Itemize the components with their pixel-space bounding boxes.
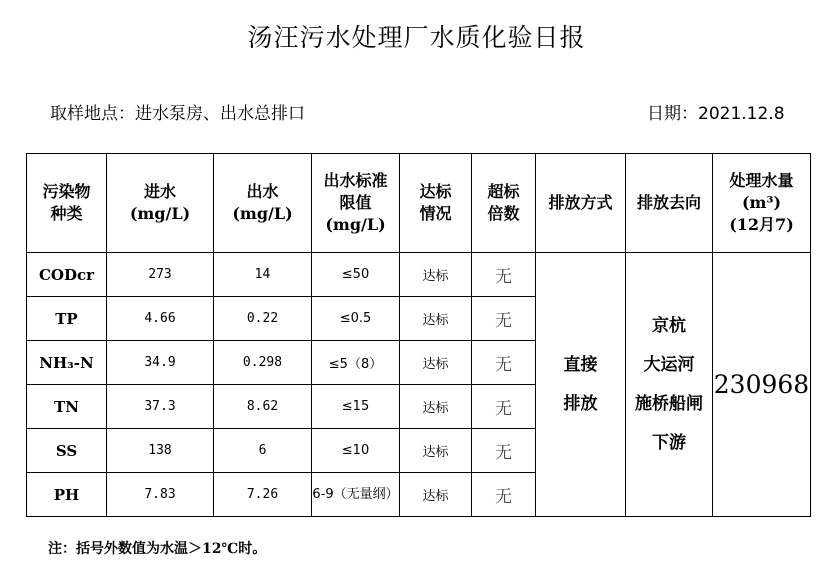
- cell-compliance: 达标: [400, 297, 472, 341]
- header-effluent-line1: 出水: [246, 182, 279, 201]
- cell-pollutant: TN: [27, 385, 107, 429]
- cell-limit: ≤15: [312, 385, 400, 429]
- cell-effluent: 14: [214, 253, 312, 297]
- cell-compliance: 达标: [400, 341, 472, 385]
- cell-effluent: 7.26: [214, 473, 312, 517]
- header-limit-unit: (mg/L): [325, 215, 386, 234]
- header-influent-unit: (mg/L): [129, 204, 191, 223]
- cell-influent: 37.3: [107, 385, 214, 429]
- cell-influent: 138: [107, 429, 214, 473]
- header-pollutant-line1: 污染物: [42, 182, 91, 201]
- header-discharge-destination: 排放去向: [626, 154, 713, 253]
- header-discharge-method: 排放方式: [536, 154, 626, 253]
- cell-exceed: 无: [472, 385, 536, 429]
- cell-pollutant: NH₃-N: [27, 341, 107, 385]
- cell-compliance: 达标: [400, 429, 472, 473]
- cell-discharge-method: [536, 253, 626, 517]
- table-header-row: [27, 154, 811, 253]
- header-exceed-line2: 倍数: [487, 204, 520, 223]
- cell-exceed: 无: [472, 341, 536, 385]
- discharge-method-line2: 排放: [563, 393, 598, 414]
- header-pollutant-line2: 种类: [50, 204, 83, 223]
- cell-exceed: 无: [472, 429, 536, 473]
- destination-line3: 施桥船闸: [635, 393, 703, 414]
- cell-influent: 273: [107, 253, 214, 297]
- header-exceed: [472, 154, 536, 253]
- header-influent: [107, 154, 214, 253]
- report-title: 汤汪污水处理厂水质化验日报: [247, 23, 586, 52]
- cell-effluent: 8.62: [214, 385, 312, 429]
- cell-exceed: 无: [472, 473, 536, 517]
- cell-limit: ≤10: [312, 429, 400, 473]
- destination-line2: 大运河: [643, 354, 695, 375]
- sampling-location: 取样地点：进水泵房、出水总排口: [50, 104, 305, 124]
- water-quality-table: [26, 153, 811, 517]
- cell-limit: 6-9（无量纲）: [312, 473, 400, 517]
- cell-effluent: 0.298: [214, 341, 312, 385]
- cell-effluent: 0.22: [214, 297, 312, 341]
- cell-volume: 230968: [713, 253, 811, 517]
- header-volume: [713, 154, 811, 253]
- header-compliance-line1: 达标: [419, 182, 452, 201]
- destination-line4: 下游: [652, 432, 686, 453]
- header-limit-line1: 出水标准: [323, 171, 388, 190]
- cell-influent: 34.9: [107, 341, 214, 385]
- header-effluent-unit: (mg/L): [232, 204, 293, 223]
- header-effluent: [214, 154, 312, 253]
- cell-exceed: 无: [472, 253, 536, 297]
- header-compliance-line2: 情况: [419, 204, 452, 223]
- discharge-method-line1: 直接: [563, 354, 598, 375]
- cell-pollutant: SS: [27, 429, 107, 473]
- header-limit-line2: 限值: [339, 193, 372, 212]
- header-influent-line1: 进水: [143, 182, 176, 201]
- cell-limit: ≤50: [312, 253, 400, 297]
- cell-influent: 7.83: [107, 473, 214, 517]
- header-exceed-line1: 超标: [487, 182, 520, 201]
- destination-line1: 京杭: [652, 315, 686, 336]
- cell-pollutant: CODcr: [27, 253, 107, 297]
- report-date: 日期：2021.12.8: [647, 104, 785, 124]
- header-volume-line1: 处理水量: [729, 171, 794, 190]
- cell-influent: 4.66: [107, 297, 214, 341]
- table-row: [27, 253, 811, 297]
- cell-compliance: 达标: [400, 385, 472, 429]
- header-pollutant: [27, 154, 107, 253]
- cell-limit: ≤5（8）: [312, 341, 400, 385]
- footnote: 注：括号外数值为水温＞12℃时。: [48, 541, 267, 557]
- cell-pollutant: TP: [27, 297, 107, 341]
- cell-discharge-destination: [626, 253, 713, 517]
- header-volume-date: (12月7): [729, 215, 794, 234]
- cell-pollutant: PH: [27, 473, 107, 517]
- header-compliance: [400, 154, 472, 253]
- header-volume-unit: (m³): [741, 193, 782, 212]
- cell-effluent: 6: [214, 429, 312, 473]
- cell-limit: ≤0.5: [312, 297, 400, 341]
- cell-compliance: 达标: [400, 253, 472, 297]
- header-limit: [312, 154, 400, 253]
- cell-compliance: 达标: [400, 473, 472, 517]
- cell-exceed: 无: [472, 297, 536, 341]
